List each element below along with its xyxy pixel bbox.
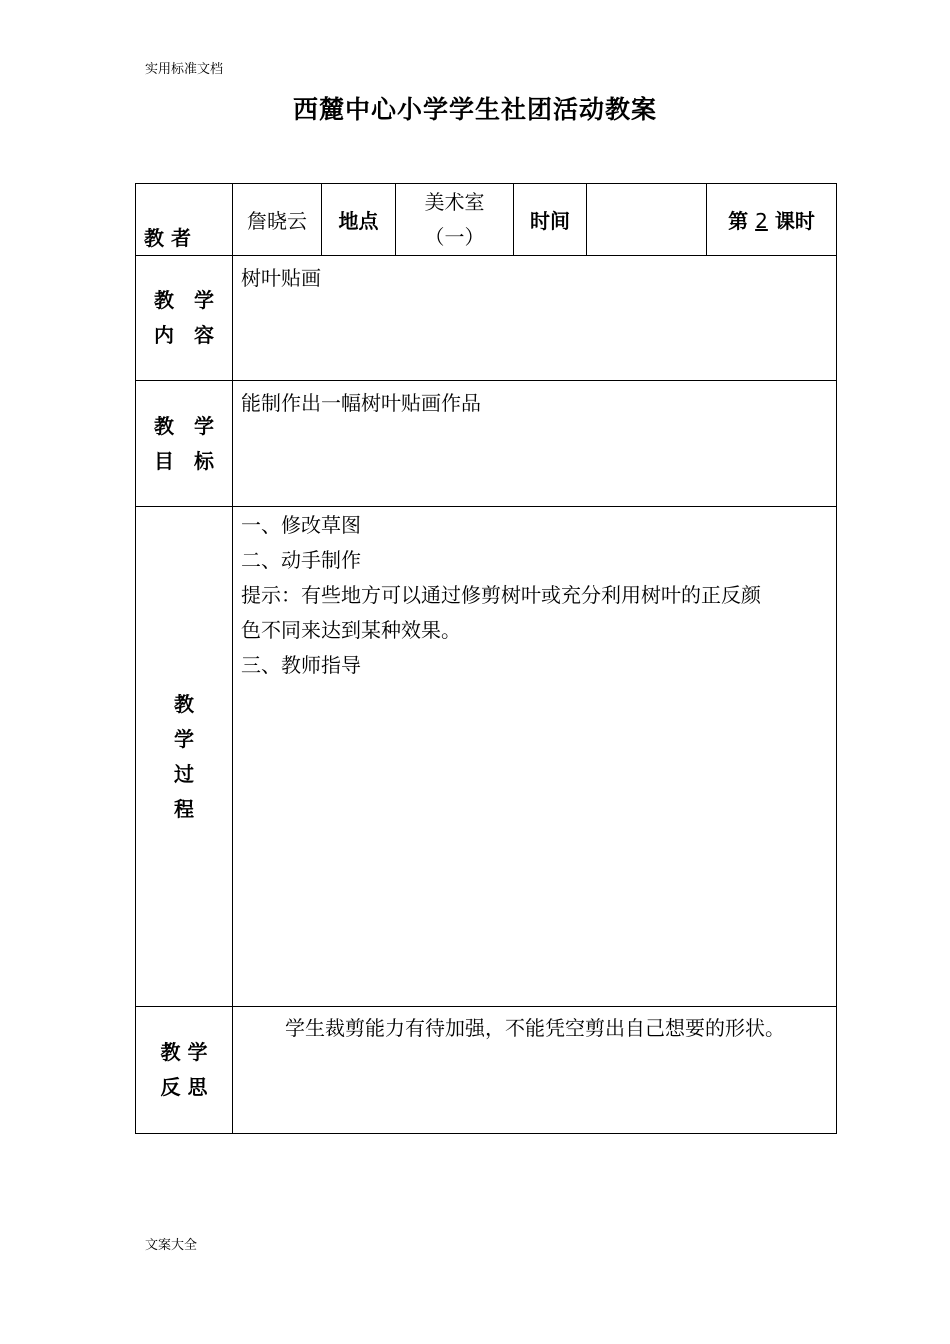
goal-label <box>136 381 233 507</box>
page-title: 西麓中心小学学生社团活动教案 <box>292 95 657 124</box>
content-label-line-2: 内 容 <box>154 323 214 347</box>
lesson-suffix: 课时 <box>774 209 815 233</box>
lesson-prefix: 第 <box>728 209 749 233</box>
info-row <box>136 184 837 256</box>
location-line-2: （一） <box>424 224 485 249</box>
content-label-line-1: 教 学 <box>154 288 214 312</box>
process-line-5: 三、教师指导 <box>241 653 361 677</box>
process-label-char-1: 教 <box>174 691 194 716</box>
location-line-1: 美术室 <box>424 189 485 214</box>
process-label-char-2: 学 <box>174 726 194 751</box>
goal-value: 能制作出一幅树叶贴画作品 <box>233 381 837 507</box>
teacher-label: 教 者 <box>136 184 233 256</box>
reflection-row <box>136 1007 837 1134</box>
content-value: 树叶贴画 <box>233 256 837 381</box>
goal-label-line-1: 教 学 <box>154 413 214 438</box>
content-label <box>136 256 233 381</box>
reflection-value: 学生裁剪能力有待加强，不能凭空剪出自己想要的形状。 <box>233 1007 837 1134</box>
teacher-value: 詹晓云 <box>233 184 322 256</box>
time-label: 时间 <box>514 184 587 256</box>
process-line-2: 二、动手制作 <box>241 548 361 572</box>
location-label: 地点 <box>322 184 396 256</box>
lesson-plan-table <box>135 183 837 1134</box>
time-value <box>587 184 707 256</box>
reflection-label-line-2: 反 思 <box>160 1075 208 1099</box>
reflection-label <box>136 1007 233 1134</box>
process-line-1: 一、修改草图 <box>241 513 361 537</box>
process-line-4: 色不同来达到某种效果。 <box>241 618 461 642</box>
process-row <box>136 507 837 1007</box>
lesson-number: 2 <box>755 209 768 233</box>
goal-label-line-2: 目 标 <box>154 448 214 473</box>
location-value <box>396 184 514 256</box>
reflection-label-line-1: 教 学 <box>160 1040 208 1064</box>
footer-note: 文案大全 <box>145 1238 198 1253</box>
goal-row <box>136 381 837 507</box>
process-label-char-4: 程 <box>174 796 194 821</box>
header-note: 实用标准文档 <box>145 62 224 77</box>
process-line-3: 提示：有些地方可以通过修剪树叶或充分利用树叶的正反颜 <box>241 583 761 607</box>
content-row <box>136 256 837 381</box>
lesson-period <box>707 184 837 256</box>
process-label <box>136 507 233 1007</box>
process-label-char-3: 过 <box>174 761 194 786</box>
process-value <box>233 507 837 1007</box>
